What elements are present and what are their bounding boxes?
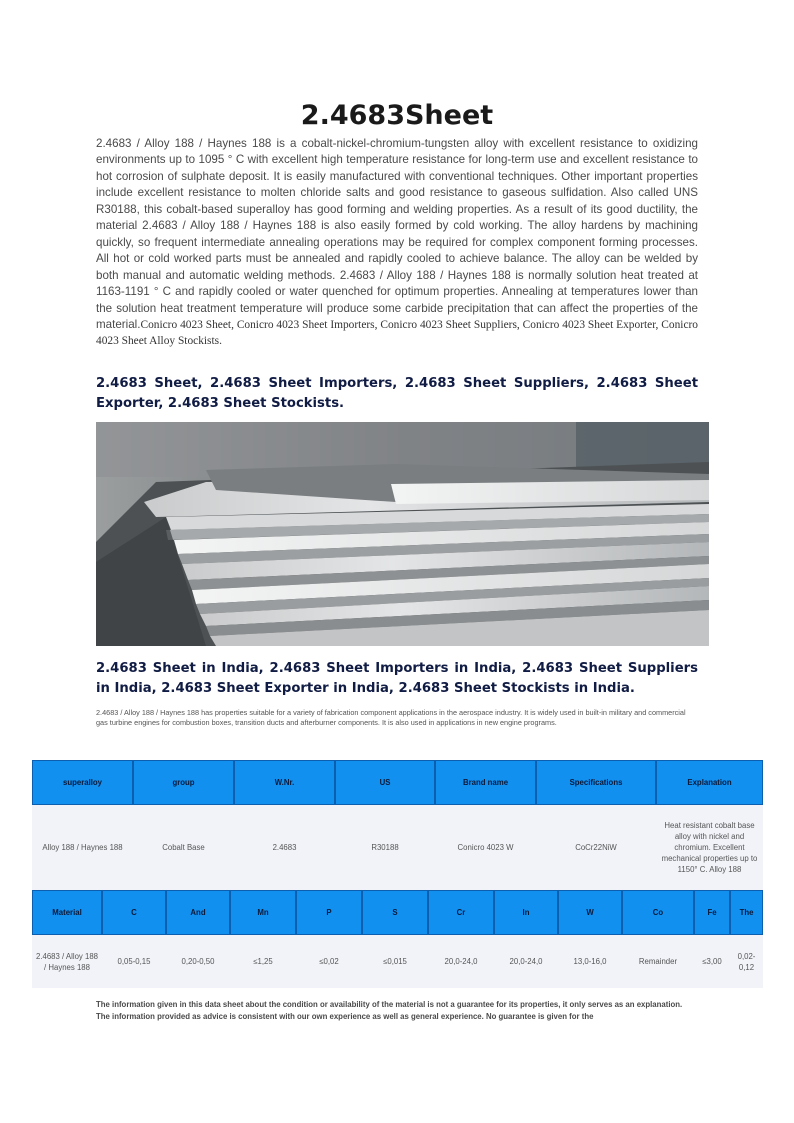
intro-paragraph xyxy=(96,136,698,350)
table-cell: CoCr22NiW xyxy=(536,805,656,890)
table-header-w: W xyxy=(558,890,622,935)
table-cell: ≤0,02 xyxy=(296,935,362,988)
table-header-the: The xyxy=(730,890,763,935)
table-header-brand: Brand name xyxy=(435,760,536,805)
table-header-superalloy: superalloy xyxy=(32,760,133,805)
table-cell: 0,02-0,12 xyxy=(730,935,763,988)
table-header-us: US xyxy=(335,760,435,805)
superalloy-table xyxy=(32,760,763,890)
table-cell: 13,0-16,0 xyxy=(558,935,622,988)
table-header-p: P xyxy=(296,890,362,935)
table-cell: ≤0,015 xyxy=(362,935,428,988)
table-header-in: In xyxy=(494,890,558,935)
table-header-specifications: Specifications xyxy=(536,760,656,805)
section-heading-india: 2.4683 Sheet in India, 2.4683 Sheet Importers in India, 2.4683 Sheet Suppliers in India, 2.4683 Sheet Exporter in India, 2.4683 Sheet Stockists in India. xyxy=(96,661,698,696)
composition-table xyxy=(32,890,763,988)
page-title: 2.4683Sheet xyxy=(300,100,494,131)
table-header-c: C xyxy=(102,890,166,935)
table-header-and: And xyxy=(166,890,230,935)
table-header-s: S xyxy=(362,890,428,935)
table-cell: Cobalt Base xyxy=(133,805,234,890)
table-cell: 2.4683 / Alloy 188 / Haynes 188 xyxy=(32,935,102,988)
table-cell: ≤3,00 xyxy=(694,935,730,988)
table-cell: R30188 xyxy=(335,805,435,890)
table-header-explanation: Explanation xyxy=(656,760,763,805)
intro-body: 2.4683 / Alloy 188 / Haynes 188 is a cobalt-nickel-chromium-tungsten alloy with excellent resistance to oxidizing environments up to 1095 ° C with excellent high temperature resistance for long-term use and excellent resistance to hot corrosion of sulphate deposit. It is easily manufactured with conventional techniques. Other important properties include excellent resistance to molten chloride salts and good resistance to gaseous sulfidation. Also called UNS R30188, this cobalt-based superalloy has good forming and welding properties. As a result of its good ductility, the material 2.4683 / Alloy 188 / Haynes 188 is also easily formed by cold working. The alloy hardens by machining quickly, so frequent intermediate annealing operations may be required for complex component forming processes. All hot or cold worked parts must be annealed and rapidly cooled to achieve balance. The alloy can be welded by both manual and automatic welding methods. 2.4683 / Alloy 188 / Haynes 188 is normally solution heat treated at 1163-1191 ° C and rapidly cooled or water quenched for optimum properties. Annealing at temperatures lower than the solution heat treatment temperature will produce some carbide precipitation that can affect the properties of the material. xyxy=(96,137,698,331)
table-cell: 20,0-24,0 xyxy=(494,935,558,988)
table-header-cr: Cr xyxy=(428,890,494,935)
table-header-co: Co xyxy=(622,890,694,935)
table-cell: 2.4683 xyxy=(234,805,335,890)
table-cell: 0,20-0,50 xyxy=(166,935,230,988)
sheet-stack-illustration xyxy=(96,422,709,646)
intro-tail: Conicro 4023 Sheet, Conicro 4023 Sheet Importers, Conicro 4023 Sheet Suppliers, Conicro 4023 Sheet Exporter, Conicro 4023 Sheet Alloy Stockists. xyxy=(96,318,698,348)
section-heading-sheet: 2.4683 Sheet, 2.4683 Sheet Importers, 2.4683 Sheet Suppliers, 2.4683 Sheet Exporter, 2.4683 Sheet Stockists. xyxy=(96,376,698,411)
table-cell: Heat resistant cobalt base alloy with nickel and chromium. Excellent mechanical properties up to 1150° C. Alloy 188 xyxy=(656,805,763,890)
table-cell: 0,05-0,15 xyxy=(102,935,166,988)
table-header-material: Material xyxy=(32,890,102,935)
table-cell: 20,0-24,0 xyxy=(428,935,494,988)
disclaimer-text: The information given in this data sheet about the condition or availability of the material is not a guarantee for its properties, it only serves as an explanation. The information provided as advice is consistent with our own experience as well as general experience. No guarantee is given for the xyxy=(96,1000,683,1021)
table-header-fe: Fe xyxy=(694,890,730,935)
table-header-group: group xyxy=(133,760,234,805)
table-cell: ≤1,25 xyxy=(230,935,296,988)
table-cell: Remainder xyxy=(622,935,694,988)
table-cell: Alloy 188 / Haynes 188 xyxy=(32,805,133,890)
table-cell: Conicro 4023 W xyxy=(435,805,536,890)
applications-text: 2.4683 / Alloy 188 / Haynes 188 has properties suitable for a variety of fabrication component applications in the aerospace industry. It is widely used in built-in military and commercial gas turbine engines for combustion boxes, transition ducts and afterburner components. It is also used in applications in new engine programs. xyxy=(96,708,686,728)
table-header-wnr: W.Nr. xyxy=(234,760,335,805)
sheet-stack-photo xyxy=(96,422,709,646)
table-header-mn: Mn xyxy=(230,890,296,935)
